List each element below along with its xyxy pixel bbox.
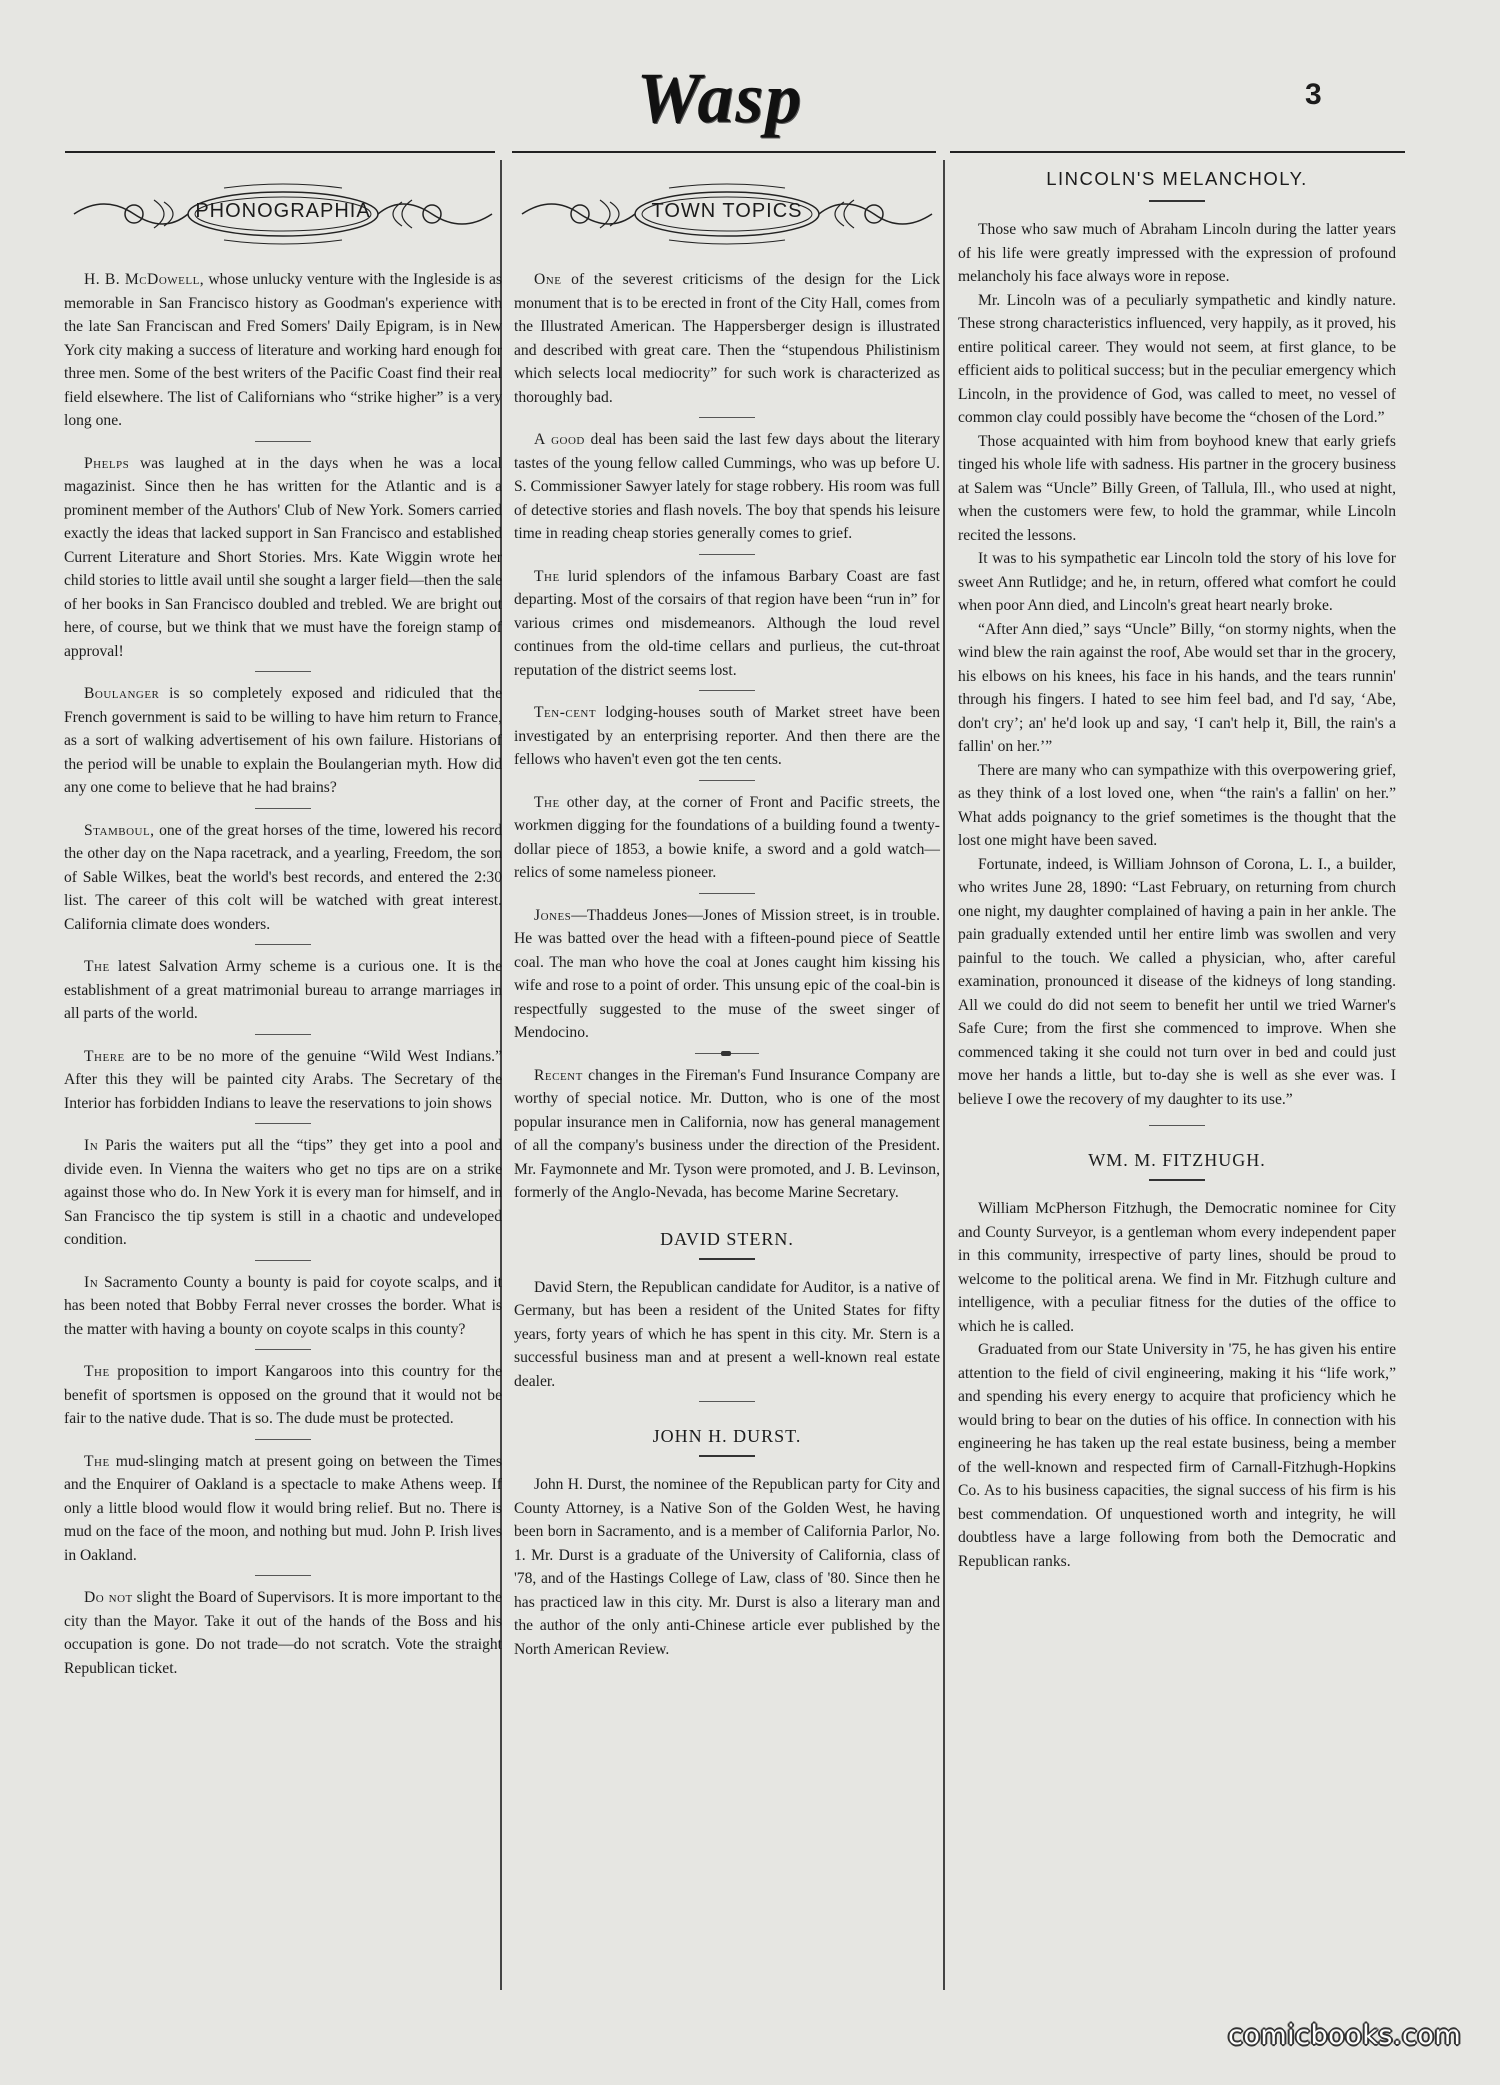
paragraph: The other day, at the corner of Front and Pacific streets, the workmen digging for the foundations of a building found a twenty-dollar piece of 1853, a bowie knife, a sword and a gold watch—relics of some nameless pioneer.: [514, 793, 940, 881]
title-rule: [699, 1258, 755, 1260]
paragraph: Phelps was laughed at in the days when he was a local magazinist. Since then he has written for the Atlantic and is a prominent member of the Authors' Club of New York. Somers carried exactly the ideas that lacked support in San Francisco and established Current Literature and Short Stories. Mrs. Kate Wiggin wrote her child stories to little avail until she sought a larger field—then the sale of her books in San Francisco doubled and trebled. We are bright out here, of course, but we think that we must have the foreign stamp of approval!: [64, 454, 502, 660]
separator: [255, 944, 311, 945]
paragraph: “After Ann died,” says “Uncle” Billy, “on stormy nights, when the wind blew the rain against the roof, Abe would set thar in the grocery, his elbows on his knees, his face in his hands, and the tears runnin' through his fingers. I hated to see him feel bad, and I'd say, ‘Abe, don't cry’; an' he'd look up and say, ‘I can't help it, Bill, the rain's a fallin' on her.’”: [958, 620, 1396, 755]
title-rule: [699, 1455, 755, 1457]
paragraph: Mr. Lincoln was of a peculiarly sympathetic and kindly nature. These strong characteristics influenced, very happily, as it proved, his entire political career. They would not seem, at first glance, to be efficient aids to political success; but in the peculiar emergency which Lincoln, in the providence of God, was called to meet, no vessel of common clay could possibly have become the “chosen of the Lord.”: [958, 291, 1396, 426]
section-title: LINCOLN'S MELANCHOLY.: [1046, 168, 1308, 189]
separator: [699, 1401, 755, 1402]
separator: [255, 671, 311, 672]
separator: [255, 1439, 311, 1440]
separator: [255, 1260, 311, 1261]
paragraph: The lurid splendors of the infamous Barbary Coast are fast departing. Most of the corsairs of that region have been “run in” for various crimes ond misdemeanors. Although the loud revel continues from the old-time cellars and purlieus, the cut-throat reputation of the district seems lost.: [514, 567, 941, 679]
paragraph: There are many who can sympathize with this overpowering grief, as they think of a lost loved one, when “the rain's a fallin' on her.” What adds poignancy to the grief sometimes is the thought that the lost one might have been saved.: [958, 761, 1396, 849]
paragraph: Recent changes in the Fireman's Fund Insurance Company are worthy of special notice. Mr. Dutton, who is one of the most popular insurance men in California, now has general management of all the company's business under the direction of the President. Mr. Faymonnete and Mr. Tyson were promoted, and J. B. Levinson, formerly of the Anglo-Nevada, has become Marine Secretary.: [514, 1066, 940, 1201]
paragraph: A good deal has been said the last few days about the literary tastes of the young fellow called Cummings, who was up before U. S. Commissioner Sawyer lately for stage robbery. His room was full of detective stories and flash novels. The boy that spends his leisure time in reading cheap stories generally comes to grief.: [514, 431, 941, 542]
top-rule: [65, 151, 495, 153]
watermark: comicbooks.com: [1228, 2020, 1462, 2051]
separator: [699, 893, 755, 894]
separator: [699, 690, 755, 691]
paragraph: Fortunate, indeed, is William Johnson of Corona, L. I., a builder, who writes June 28, 1890: “Last February, on returning from church one night, my daughter complained of having a pain in her ankle. The pain gradually extended until her entire limb was swollen and very painful to the touch. We called a physician, who, after careful examination, pronounced it disease of the kidneys of long standing. All we could do did not seem to benefit her until we tried Warner's Safe Cure; from the first she commenced to improve. When she commenced taking it she could not turn over in bed and could just move her hands a little, but to-day she is well as she ever was. I believe I owe the recovery of my daughter to its use.”: [958, 855, 1396, 1108]
paragraph: It was to his sympathetic ear Lincoln told the story of his love for sweet Ann Rutlidge; and he, in return, offered what comfort he could when poor Ann died, and Lincoln's great heart nearly broke.: [958, 550, 1396, 614]
paragraph: Those who saw much of Abraham Lincoln during the latter years of his life were greatly impressed with the expression of profound melancholy his face always wore in repose.: [958, 221, 1396, 285]
top-rule: [950, 151, 1405, 153]
separator: [255, 1123, 311, 1124]
paragraph: Stamboul, one of the great horses of the time, lowered his record the other day on the Napa racetrack, and a yearling, Freedom, the son of Sable Wilkes, beat the world's best records, and entered the 2:30 list. The career of this colt will be watched with great interest. California climate does wonders.: [64, 821, 502, 933]
paragraph: The proposition to import Kangaroos into this country for the benefit of sportsmen is opposed on the ground that it would not be fair to the native dude. That is so. The dude must be protected.: [64, 1363, 502, 1427]
paragraph: Graduated from our State University in '75, he has given his entire attention to the field of civil engineering, making it his “life work,” and spending his every energy to acquire that proficiency which he would bring to bear on the duties of his office. In connection with his engineering he has taken up the real estate business, being a member of the well-known and respected firm of Carnall-Fitzhugh-Hopkins Co. As to his business capacities, the signal success of his firm is his best commendation. Of unquestioned worth and integrity, he will doubtless have a large following from both the Democratic and Republican ranks.: [958, 1341, 1396, 1570]
column-phonographia: [64, 160, 502, 1680]
paragraph: William McPherson Fitzhugh, the Democratic nominee for City and County Surveyor, is a gentleman whom every independent paper in this community, irrespective of party lines, should be proud to welcome to the political arena. We find in Mr. Fitzhugh culture and intelligence, with a peculiar fitness for the duties of the office to which he is called.: [958, 1200, 1396, 1335]
paragraph: The latest Salvation Army scheme is a curious one. It is the establishment of a great matrimonial bureau to arrange marriages in all parts of the world.: [64, 958, 502, 1022]
separator: [255, 1034, 311, 1035]
separator: [1149, 1125, 1205, 1126]
separator: [695, 1053, 759, 1054]
paragraph: There are to be no more of the genuine “Wild West Indians.” After this they will be painted city Arabs. The Secretary of the Interior has forbidden Indians to leave the reservations to join shows: [64, 1047, 502, 1112]
page-number: 3: [1305, 78, 1322, 111]
section-title: PHONOGRAPHIA: [195, 200, 371, 222]
column-town-topics: [514, 160, 940, 1661]
separator: [255, 1349, 311, 1350]
paragraph: Boulanger is so completely exposed and ridiculed that the French government is said to be willing to have him return to France, as a sort of walking advertisement of his own failure. Historians of the period will be unable to explain the Boulangerian myth. How did any one come to believe that he had brains?: [64, 685, 502, 796]
title-rule: [1149, 200, 1205, 202]
separator: [255, 808, 311, 809]
separator: [255, 441, 311, 442]
ornamental-header: [64, 180, 502, 246]
top-rule: [512, 151, 936, 153]
section-title: TOWN TOPICS: [651, 200, 803, 222]
column-lincoln: [958, 160, 1396, 1573]
paragraph: Do not slight the Board of Supervisors. It is more important to the city than the Mayor. Take it out of the hands of the Boss and his occupation is gone. Do not trade—do not scratch. Vote the straight Republican ticket.: [64, 1589, 502, 1677]
paragraph: Jones—Thaddeus Jones—Jones of Mission street, is in trouble. He was batted over the head with a fifteen-pound piece of Seattle coal. The man who hove the coal at Jones caught him kissing his wife and rose to a point of order. This unsung epic of the coal-bin is respectfully suggested to the muse of the sweet singer of Mendocino.: [514, 906, 940, 1041]
column-divider: [943, 160, 945, 1990]
paragraph: David Stern, the Republican candidate for Auditor, is a native of Germany, but has been a resident of the United States for fifty years, forty years of which he has spent in this city. Mr. Stern is a successful business man and at present a well-known real estate dealer.: [514, 1278, 940, 1390]
masthead-title: Wasp: [636, 58, 804, 138]
ornamental-header: [514, 180, 940, 246]
paragraph: Those acquainted with him from boyhood knew that early griefs tinged his whole life with sadness. His partner in the grocery business at Salem was “Uncle” Billy Green, of Tallula, Ill., who used at night, when the customers were few, to hold the grammar, while Lincoln recited the lessons.: [958, 432, 1396, 544]
separator: [699, 417, 755, 418]
paragraph: In Paris the waiters put all the “tips” they get into a pool and divide even. In Vienna the waiters who get no tips are on a strike against those who do. In New York it is every man for himself, and in San Francisco the tip system is still in a chaotic and undeveloped condition.: [64, 1137, 502, 1248]
paragraph: One of the severest criticisms of the design for the Lick monument that is to be erected in front of the City Hall, comes from the Illustrated American. The Happersberger design is illustrated and described with great care. Then the “stupendous Philistinism which selects local mediocrity” for such work is characterized as thoroughly bad.: [514, 271, 940, 406]
masthead: [0, 40, 1500, 150]
title-rule: [1149, 1179, 1205, 1181]
paragraph: The mud-slinging match at present going on between the Times and the Enquirer of Oakland is a spectacle to make Athens weep. If only a little blood would flow it would bring relief. But no. There is mud on the face of the moon, and nothing but mud. John P. Irish lives in Oakland.: [64, 1452, 502, 1564]
paragraph: John H. Durst, the nominee of the Republican party for City and County Attorney, is a Native Son of the Golden West, he having been born in Sacramento, and is a member of California Parlor, No. 1. Mr. Durst is a graduate of the University of California, class of '78, and of the Hastings College of Law, class of '80. Since then he has practiced law in this city. Mr. Durst is also a literary man and the author of the only anti-Chinese article ever published by the North American Review.: [514, 1476, 940, 1658]
subsection-title: DAVID STERN.: [660, 1228, 794, 1249]
paragraph: In Sacramento County a bounty is paid for coyote scalps, and it has been noted that Bobby Ferral never crosses the border. What is the matter with having a bounty on coyote scalps in this county?: [64, 1273, 502, 1338]
separator: [699, 780, 755, 781]
paragraph: Ten-cent lodging-houses south of Market street have been investigated by an enterprising reporter. And then there are the fellows who haven't even got the ten cents.: [514, 704, 940, 768]
paragraph: H. B. McDowell, whose unlucky venture with the Ingleside is as memorable in San Francisco history as Goodman's experience with the late San Franciscan and Fred Somers' Daily Epigram, is in New York city making a success of literature and working hard enough for three men. Some of the best writers of the Pacific Coast find their real field elsewhere. The list of Californians who “strike higher” is a very long one.: [64, 271, 502, 429]
subsection-title: WM. M. FITZHUGH.: [1088, 1150, 1266, 1170]
separator: [255, 1575, 311, 1576]
subsection-title: JOHN H. DURST.: [652, 1426, 802, 1446]
separator: [699, 554, 755, 555]
